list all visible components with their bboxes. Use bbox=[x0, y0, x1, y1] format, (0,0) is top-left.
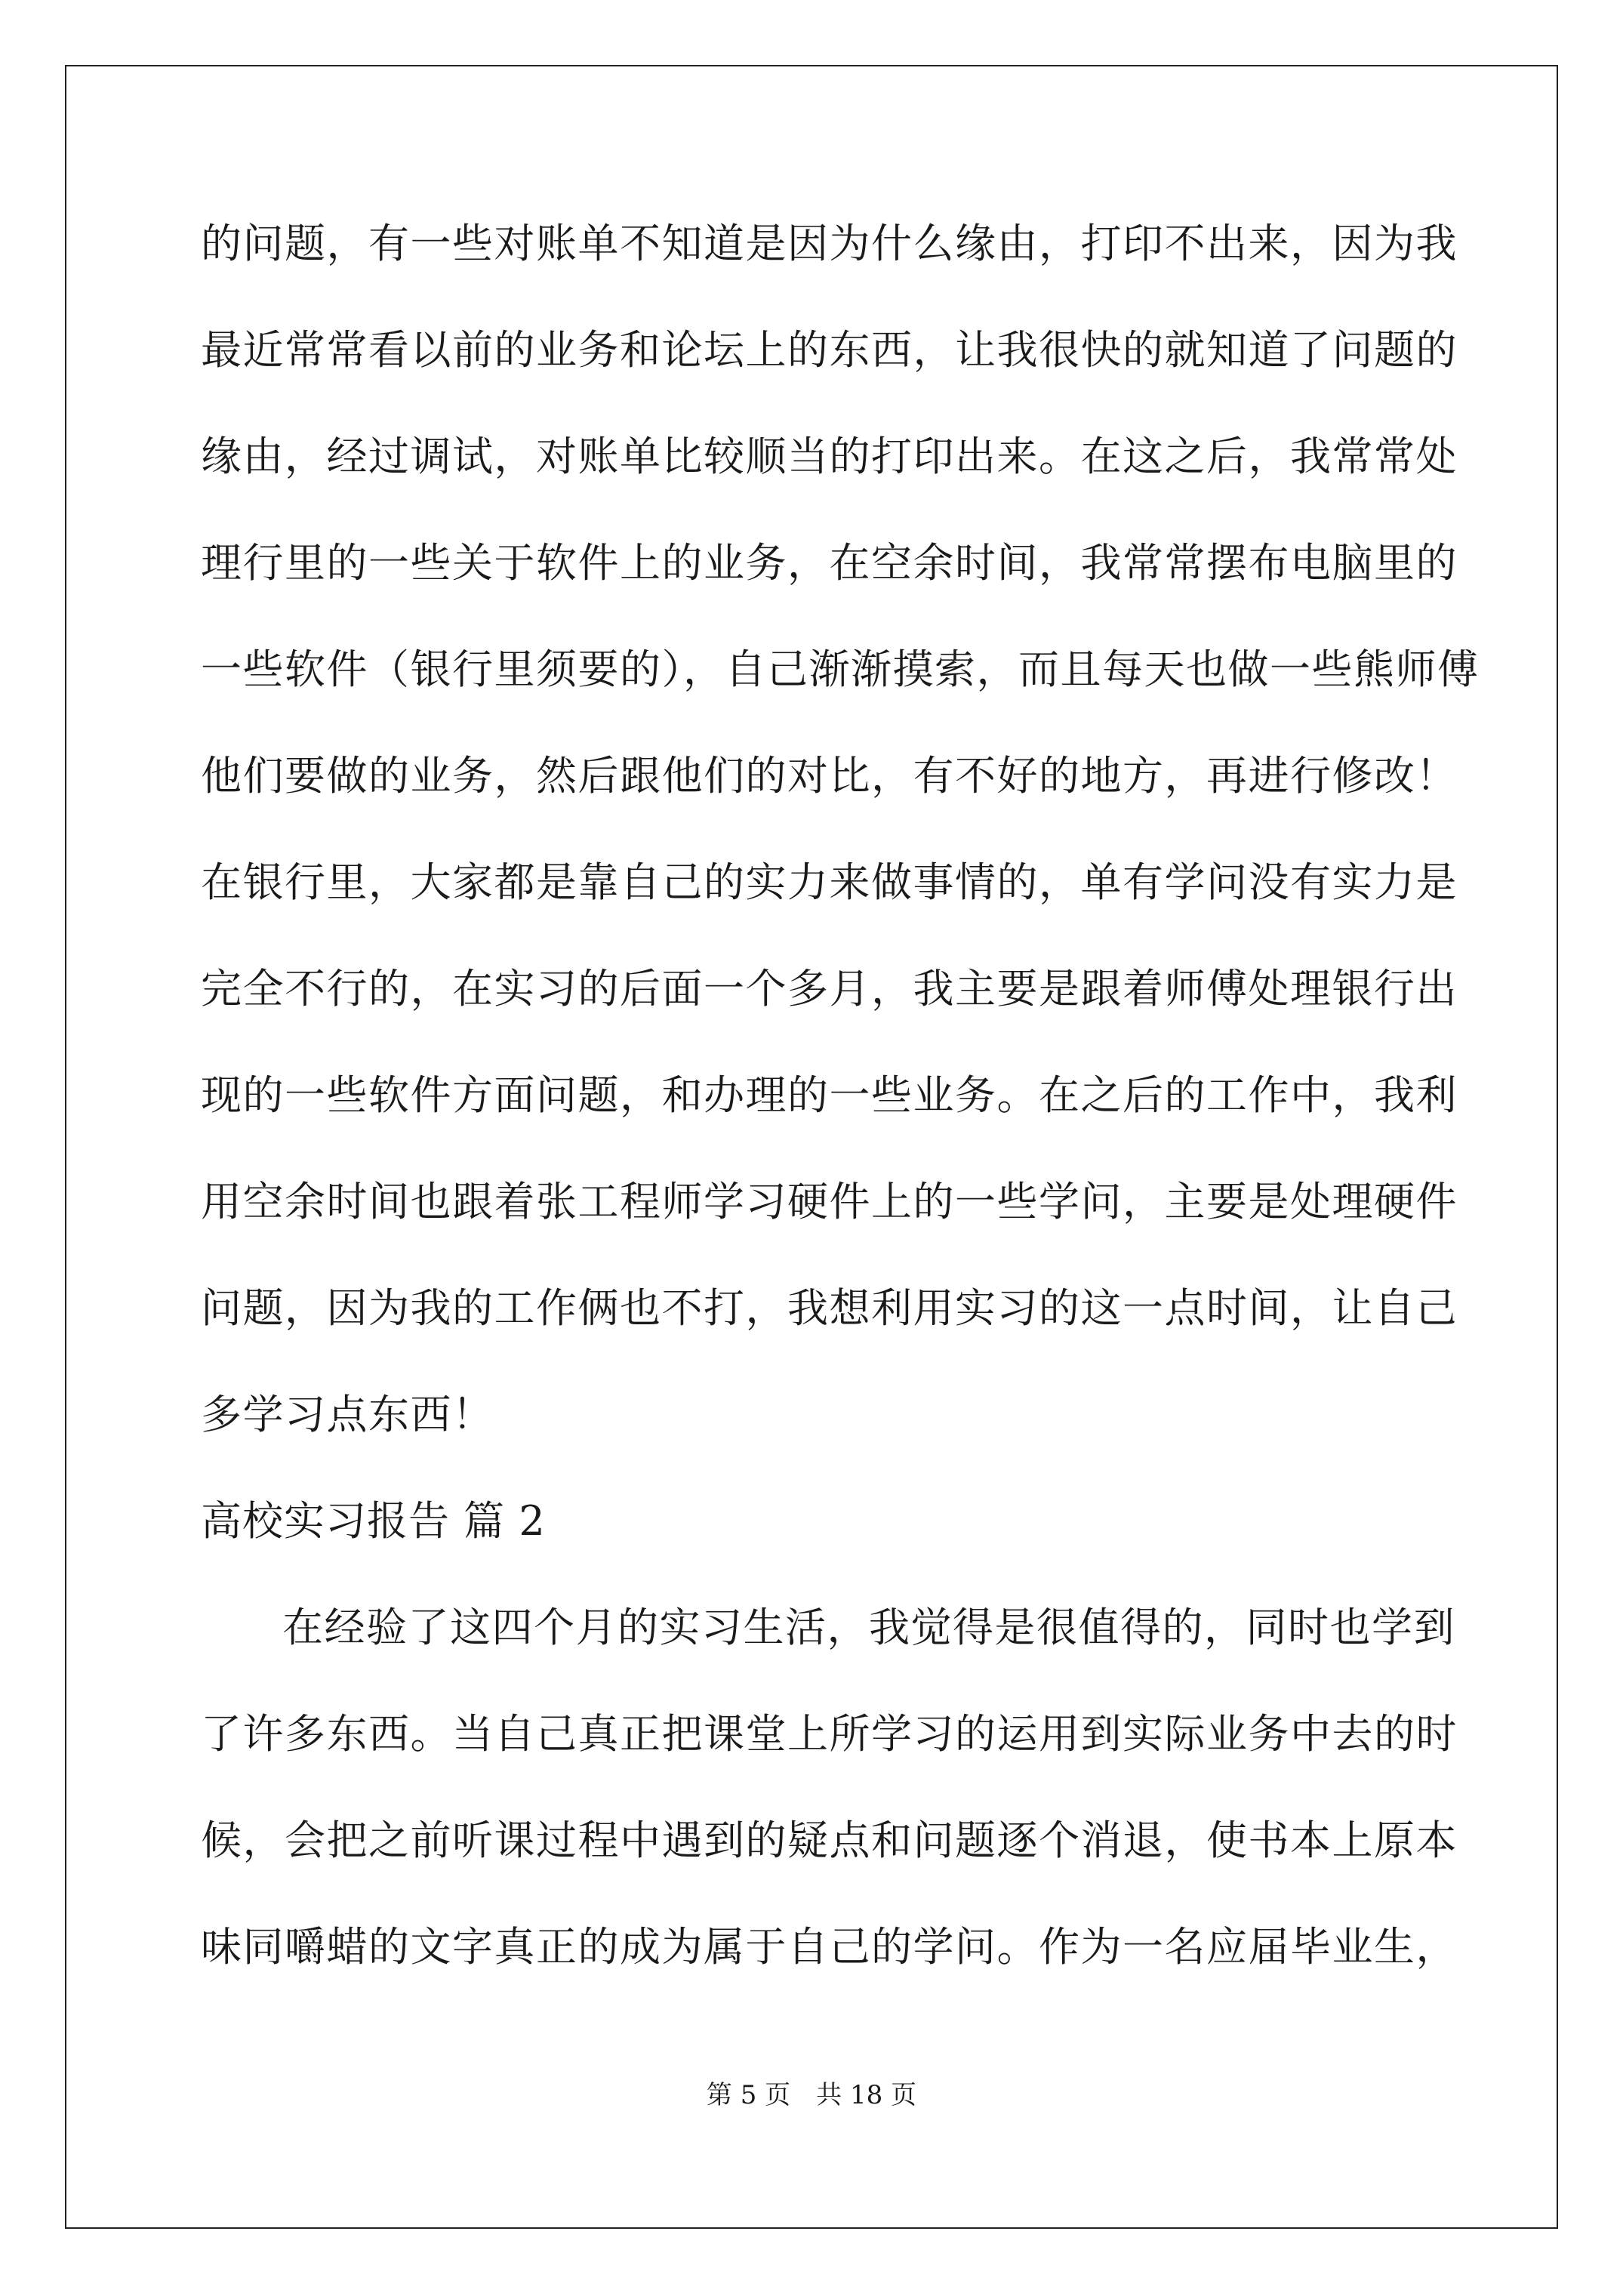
document-body bbox=[201, 219, 1480, 2029]
section-heading: 高校实习报告 篇 2 bbox=[201, 1497, 546, 1545]
section-line: 在经验了这四个月的实习生活，我觉得是很值得的，同时也学到 bbox=[282, 1604, 1455, 1651]
body-line: 多学习点东西！ bbox=[201, 1391, 494, 1438]
section-line: 候，会把之前听课过程中遇到的疑点和问题逐个消退，使书本上原本 bbox=[201, 1817, 1458, 1864]
body-line: 缘由，经过调试，对账单比较顺当的打印出来。在这之后，我常常处 bbox=[201, 433, 1458, 480]
page-number-footer: 第 5 页 共 18 页 bbox=[706, 2080, 917, 2110]
body-line: 理行里的一些关于软件上的业务，在空余时间，我常常摆布电脑里的 bbox=[201, 539, 1458, 587]
body-line: 完全不行的，在实习的后面一个多月，我主要是跟着师傅处理银行出 bbox=[201, 965, 1458, 1012]
body-line: 问题，因为我的工作俩也不打，我想利用实习的这一点时间，让自己 bbox=[201, 1284, 1458, 1332]
body-line: 一些软件（银行里须要的），自己渐渐摸索，而且每天也做一些熊师傅 bbox=[201, 646, 1480, 693]
body-line: 现的一些软件方面问题，和办理的一些业务。在之后的工作中，我利 bbox=[201, 1071, 1458, 1119]
body-line: 最近常常看以前的业务和论坛上的东西，让我很快的就知道了问题的 bbox=[201, 326, 1458, 374]
body-line: 他们要做的业务，然后跟他们的对比，有不好的地方，再进行修改！ bbox=[201, 752, 1458, 800]
body-line: 用空余时间也跟着张工程师学习硬件上的一些学问，主要是处理硬件 bbox=[201, 1178, 1458, 1225]
section-line: 味同嚼蜡的文字真正的成为属于自己的学问。作为一名应届毕业生， bbox=[201, 1923, 1458, 1971]
body-line: 在银行里，大家都是靠自己的实力来做事情的，单有学问没有实力是 bbox=[201, 858, 1458, 906]
section-line: 了许多东西。当自己真正把课堂上所学习的运用到实际业务中去的时 bbox=[201, 1710, 1458, 1758]
body-line: 的问题，有一些对账单不知道是因为什么缘由，打印不出来，因为我 bbox=[201, 220, 1458, 267]
